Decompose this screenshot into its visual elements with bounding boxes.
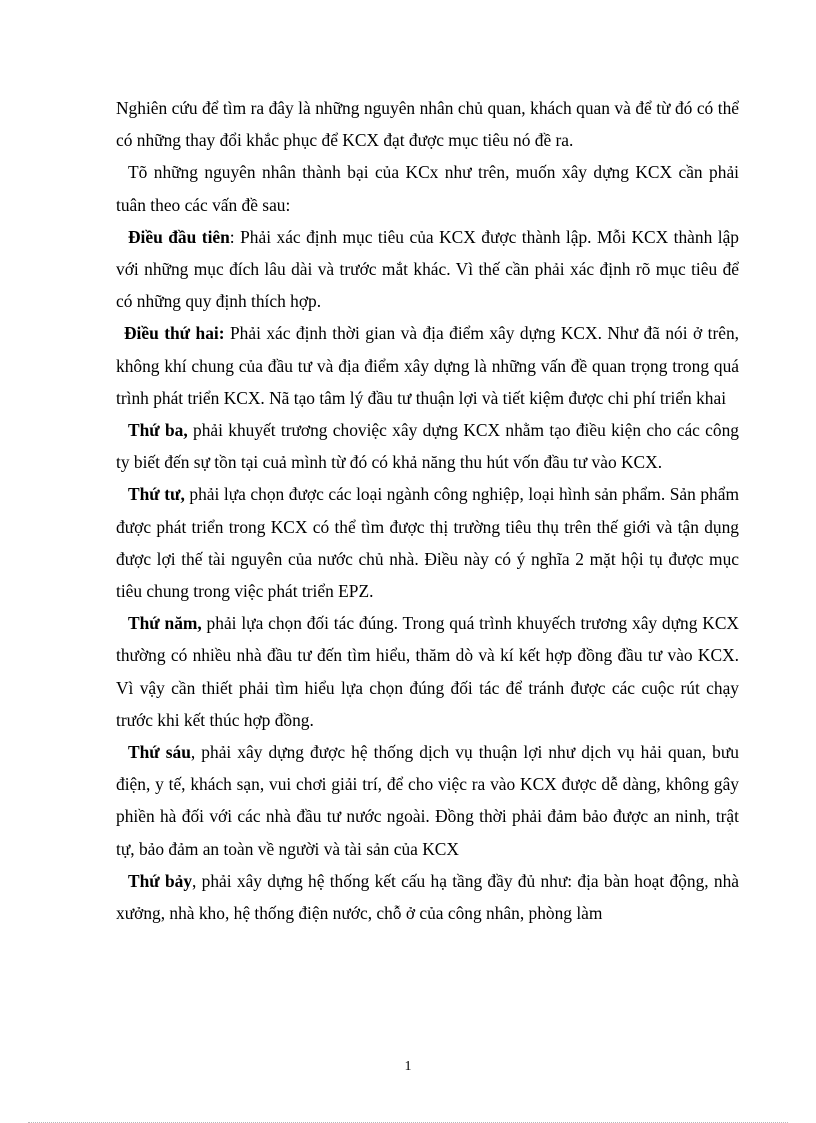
page-number: 1 <box>404 1059 412 1074</box>
paragraph-requirements: Tõ những nguyên nhân thành bại của KCx như trên, muốn xây dựng KCX cần phải tuân theo các vấn đề sau: <box>116 162 739 215</box>
paragraph-intro: Nghiên cứu để tìm ra đây là những nguyên nhân chủ quan, khách quan và để từ đó có thể có những thay đổi khắc phục để KCX đạt được mục tiêu nó đề ra. <box>116 98 739 151</box>
point-lead: Thứ sáu <box>128 742 191 763</box>
point-lead: Thứ ba, <box>128 420 188 441</box>
paragraph-point-4: Thứ tư, phải lựa chọn được các loại ngành công nghiệp, loại hình sản phẩm. Sản phẩm được phát triển trong KCX có thể tìm được thị trường tiêu thụ trên thế giới và tận dụng được lợi thế tài nguyên của nước chủ nhà. Điều này có ý nghĩa 2 mặt hội tụ được mục tiêu chung trong việc phát triển EPZ. <box>116 484 739 602</box>
paragraph-point-7: Thứ bảy, phải xây dựng hệ thống kết cấu hạ tầng đầy đủ như: địa bàn hoạt động, nhà xưởng, nhà kho, hệ thống điện nước, chỗ ở của công nhân, phòng làm <box>116 870 739 924</box>
paragraph-point-2: Điều thứ hai: Phải xác định thời gian và địa điểm xây dựng KCX. Như đã nói ở trên, không khí chung của đầu tư và địa điểm xây dựng là những vấn đề quan trọng trong quá trình phát triển KCX. Nã tạo tâm lý đầu tư thuận lợi và tiết kiệm được chi phí triển khai <box>116 323 739 408</box>
point-lead: Điều đầu tiên <box>128 226 230 247</box>
paragraph-point-3: Thứ ba, phải khuyết trương choviệc xây dựng KCX nhằm tạo điều kiện cho các công ty biết đến sự tồn tại cuả mình từ đó có khả năng thu hút vốn đầu tư vào KCX. <box>116 420 739 473</box>
point-lead: Thứ tư, <box>128 484 185 505</box>
paragraph-point-1: Điều đầu tiên: Phải xác định mục tiêu của KCX được thành lập. Mỗi KCX thành lập với những mục đích lâu dài và trước mắt khác. Vì thế cần phải xác định rõ mục tiêu để có những quy định thích hợp. <box>116 226 739 312</box>
point-lead: Thứ năm, <box>128 613 202 634</box>
paragraph-point-5: Thứ năm, phải lựa chọn đối tác đúng. Trong quá trình khuyếch trương xây dựng KCX thường có nhiều nhà đầu tư đến tìm hiểu, thăm dò và kí kết hợp đồng đầu tư vào KCX. Vì vậy cần thiết phải tìm hiểu lựa chọn đúng đối tác để tránh được các cuộc rút chạy trước khi kết thúc hợp đồng. <box>116 613 739 730</box>
point-lead: Điều thứ hai: <box>124 323 225 344</box>
point-lead: Thứ bảy <box>128 870 193 891</box>
paragraph-point-6: Thứ sáu, phải xây dựng được hệ thống dịch vụ thuận lợi như dịch vụ hải quan, bưu điện, y tế, khách sạn, vui chơi giải trí, để cho việc ra vào KCX được dễ dàng, không gây phiền hà đối với các nhà đầu tư nước ngoài. Đồng thời phải đảm bảo được an ninh, trật tự, bảo đảm an toàn về người và tài sản của KCX <box>116 742 739 859</box>
document-body <box>116 92 739 929</box>
